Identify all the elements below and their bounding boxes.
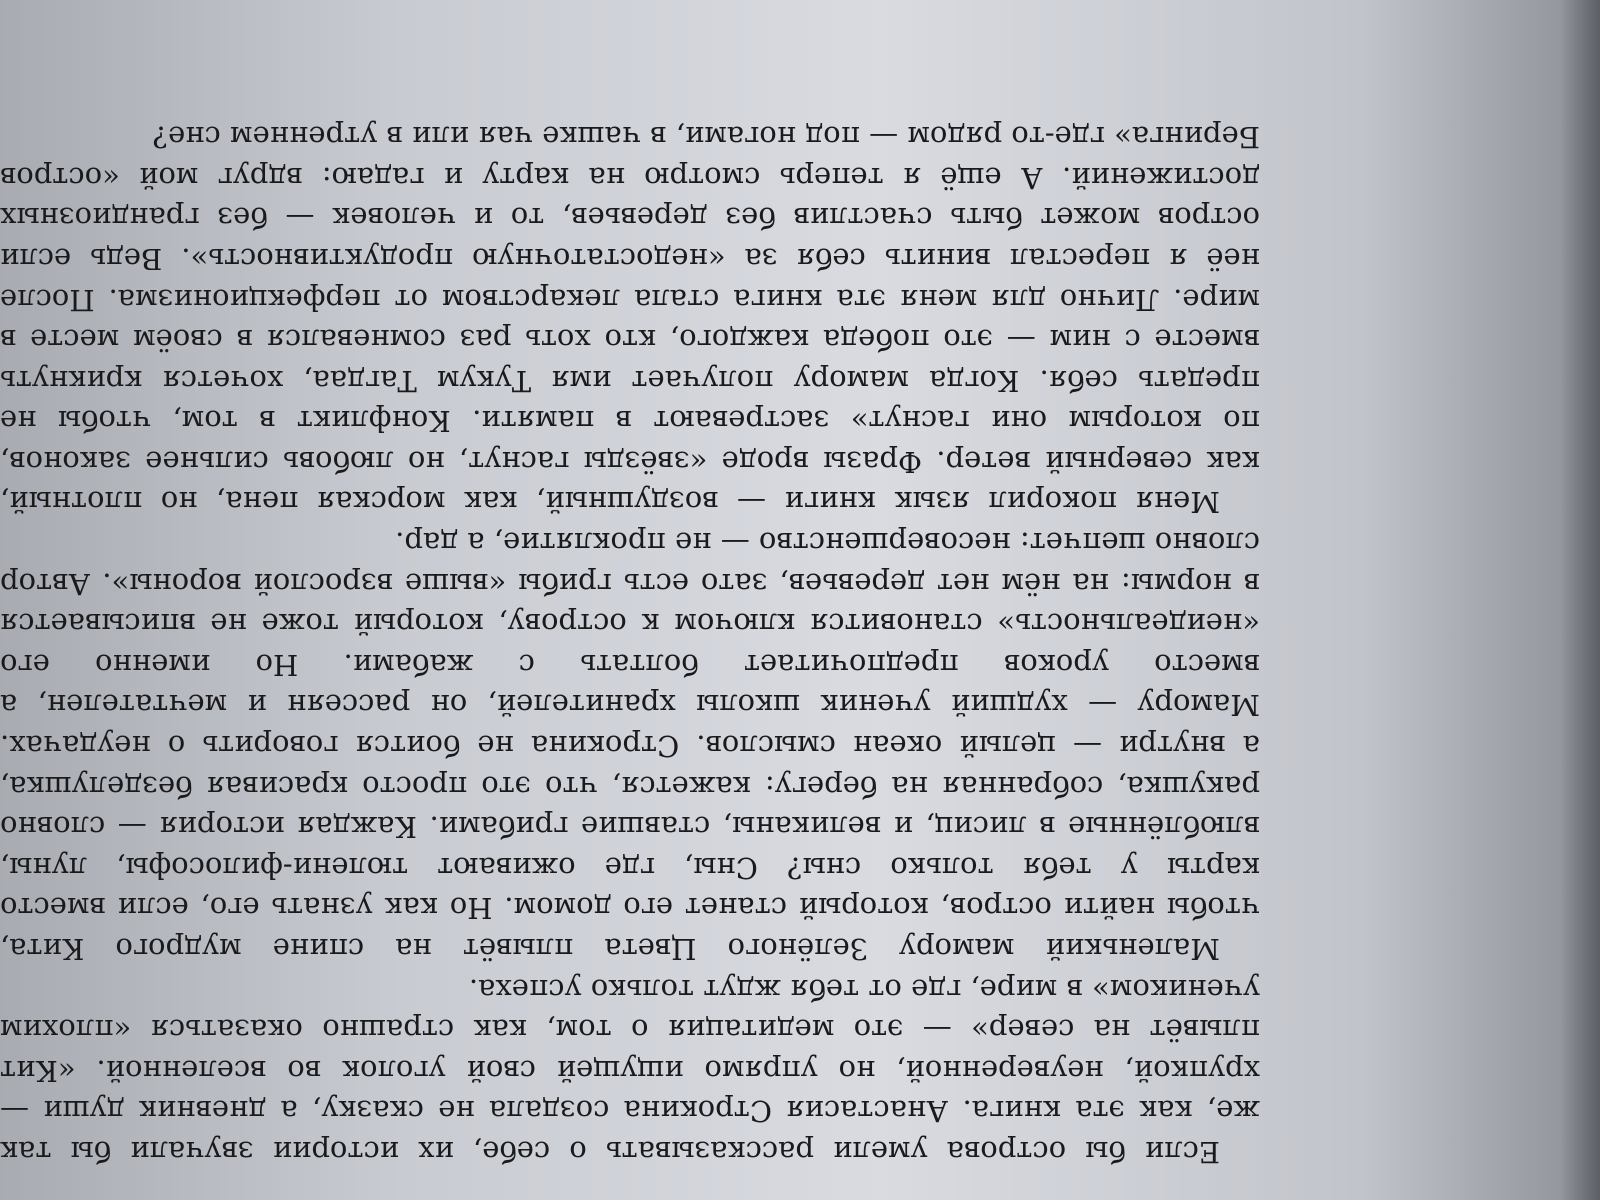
text-line: Меня покорил язык книги — воздушный, как морская пена, но плотный,: [0, 485, 1220, 520]
page-text: [0, 117, 1260, 1172]
text-line: же, как эта книга. Анастасия Строкина создала не сказку, а дневник души —: [0, 1094, 1260, 1129]
text-line: вместе с ним — это победа каждого, кто хоть раз сомневался в своём месте в: [0, 323, 1260, 358]
text-line: учеником» в мире, где от тебя ждут только успеха.: [468, 972, 1260, 1007]
text-line: Беринга» где-то рядом — под ногами, в чашке чая или в утреннем сне?: [152, 120, 1260, 155]
text-line: неё я перестал винить себя за «недостаточную продуктивность». Ведь если: [0, 241, 1260, 276]
text-line: плывёт на север» — это медитация о том, как страшно оказаться «плохим: [0, 1013, 1260, 1048]
text-line: предать себя. Когда мамору получает имя Тукум Тагдаа, хочется крикнуть: [0, 363, 1260, 398]
text-line: влюблённые в лисиц, и великаны, ставшие грибами. Каждая история — словно: [0, 810, 1260, 845]
text-line: в нормы: на нём нет деревьев, зато есть грибы «выше взрослой вороны». Автор: [0, 566, 1260, 601]
text-line: чтобы найти остров, который станет его домом. Но как узнать его, если вместо: [0, 891, 1260, 926]
text-line: вместо уроков предпочитает болтать с жабами. Но именно его: [0, 647, 1260, 682]
text-line: словно шепчет: несовершенство — не проклятие, а дар.: [395, 526, 1260, 561]
text-line: хрупкой, неуверенной, но упрямо ищущей свой уголок во вселенной. «Кит: [0, 1053, 1260, 1088]
text-line: достижений. А ещё я теперь смотрю на карту и гадаю: вдруг мой «остров: [0, 160, 1260, 195]
text-line: как северный ветер. Фразы вроде «звёзды гаснут, но любовь сильнее законов,: [0, 444, 1260, 479]
text-line: ракушка, собранная на берегу: кажется, что это просто красивая безделушка,: [0, 769, 1260, 804]
text-line: а внутри — целый океан смыслов. Строкина не боится говорить о неудачах.: [0, 729, 1260, 764]
text-line: Если бы острова умели рассказывать о себе, их истории звучали бы так: [0, 1135, 1220, 1169]
text-line: мире. Лично для меня эта книга стала лекарством от перфекционизма. После: [0, 282, 1260, 317]
text-line: остров может быть счастлив без деревьев, то и человек — без грандиозных: [0, 201, 1260, 236]
text-line: по которым они гаснут» застревают в памяти. Конфликт в том, чтобы не: [0, 404, 1260, 439]
text-line: карты у тебя только сны? Сны, где оживают тюлени-философы, луны,: [0, 850, 1260, 885]
text-line: Мамору — худший ученик школы хранителей, он рассеян и мечтателен, а: [0, 688, 1260, 723]
page-edge-shadow: [1560, 0, 1600, 1200]
text-line: Маленький мамору Зелёного Цвета плывёт на спине мудрого Кита,: [0, 932, 1220, 967]
text-line: «неидеальность» становится ключом к острову, который тоже не вписывается: [0, 607, 1260, 642]
